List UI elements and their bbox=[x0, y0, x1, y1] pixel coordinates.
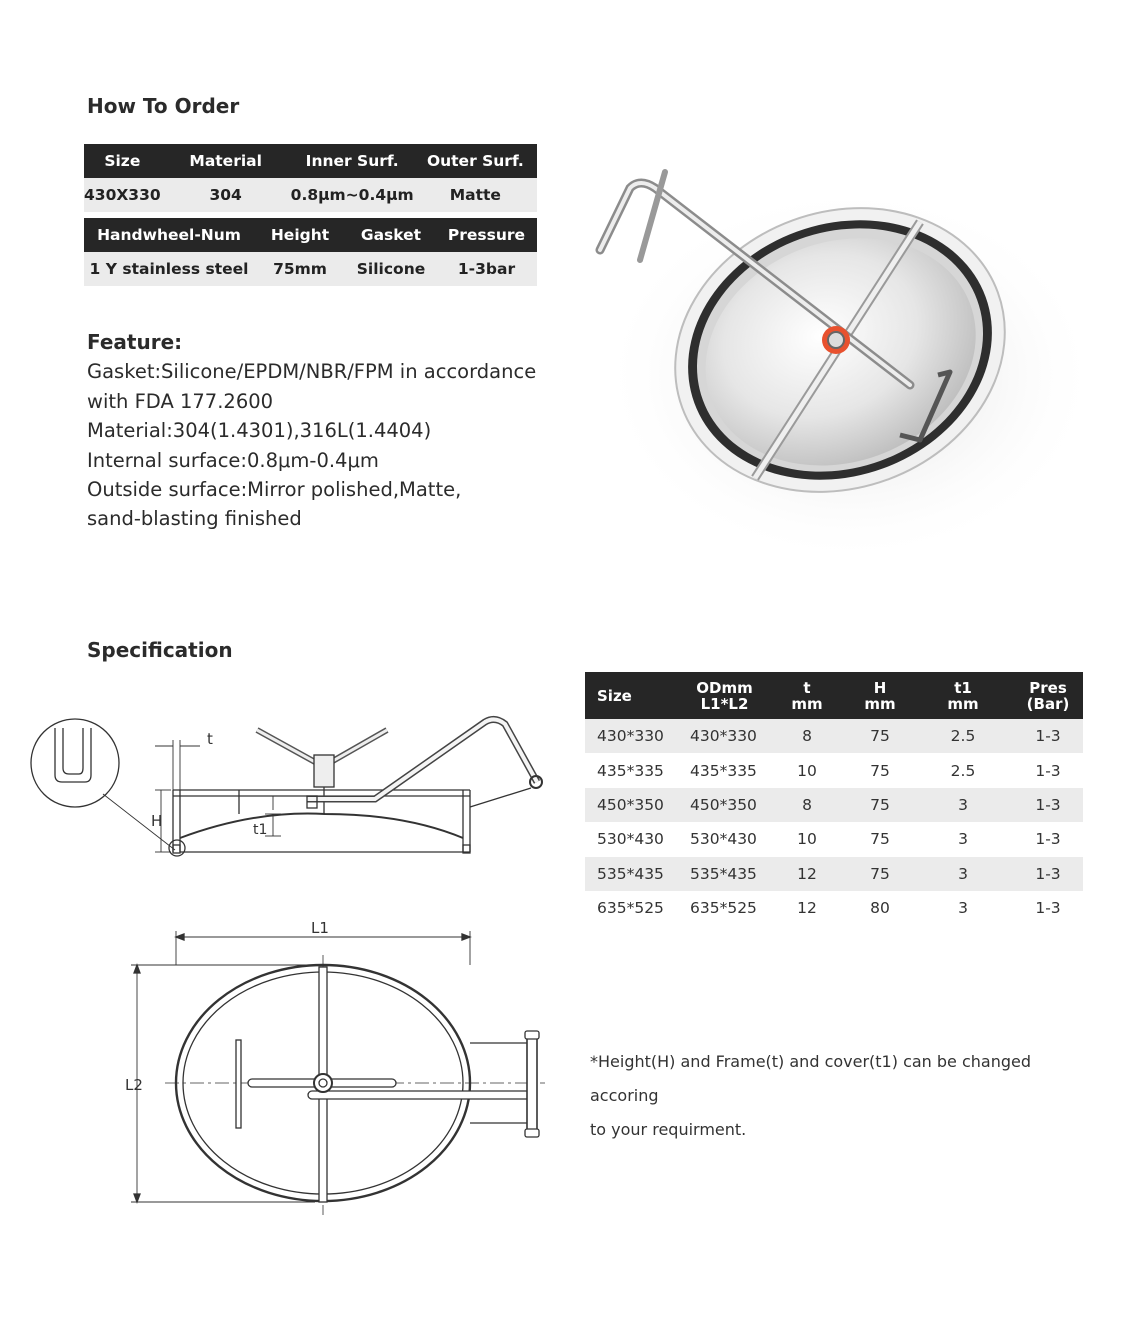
spec-cell: 10 bbox=[797, 761, 817, 780]
order-table-1 bbox=[84, 144, 537, 212]
specification-table bbox=[585, 672, 1083, 925]
order-header-size: Size bbox=[84, 144, 161, 178]
spec-cell: 75 bbox=[847, 857, 913, 891]
detail-circle bbox=[31, 719, 119, 807]
order-header-material: Material bbox=[161, 144, 291, 178]
order-table-2-row bbox=[84, 252, 537, 286]
order-header-pressure: Pressure bbox=[436, 218, 537, 252]
spec-header-row bbox=[585, 672, 1083, 719]
spec-header-label: Size bbox=[597, 686, 632, 705]
order-table-2 bbox=[84, 218, 537, 286]
spec-cell: 3 bbox=[958, 830, 968, 849]
feature-line: Material:304(1.4301),316L(1.4404) bbox=[87, 419, 432, 443]
spec-cell: 12 bbox=[767, 857, 847, 891]
spec-cell: 530*430 bbox=[597, 830, 664, 849]
table-row bbox=[585, 719, 1083, 753]
order-table-2-header bbox=[84, 218, 537, 252]
order-header-outer-surf: Outer Surf. bbox=[414, 144, 537, 178]
spec-header-unit: mm bbox=[791, 694, 823, 713]
specification-heading: Specification bbox=[87, 638, 233, 662]
order-value-gasket: Silicone bbox=[346, 252, 436, 286]
spec-cell: 75 bbox=[870, 830, 890, 849]
spec-cell: 2.5 bbox=[950, 761, 976, 780]
spec-cell: 1-3 bbox=[1035, 761, 1061, 780]
feature-section bbox=[87, 328, 567, 534]
order-value-pressure: 1-3bar bbox=[436, 252, 537, 286]
order-table-1-header bbox=[84, 144, 537, 178]
spec-header-label: H bbox=[873, 678, 887, 697]
spec-header bbox=[682, 672, 767, 719]
side-view-drawing bbox=[25, 710, 555, 875]
spec-cell: 8 bbox=[767, 788, 847, 822]
spec-header-label: ODmm bbox=[696, 678, 753, 697]
spec-cell: 535*435 bbox=[682, 857, 767, 891]
spec-cell: 3 bbox=[913, 788, 1013, 822]
order-value-height: 75mm bbox=[254, 252, 346, 286]
spec-header-unit: (Bar) bbox=[1026, 694, 1070, 713]
spec-cell: 435*335 bbox=[690, 761, 757, 780]
spec-cell: 430*330 bbox=[585, 719, 682, 753]
note-line: to your requirment. bbox=[590, 1120, 747, 1139]
dim-label-l1: L1 bbox=[311, 919, 329, 937]
table-row bbox=[585, 857, 1083, 891]
spec-cell: 3 bbox=[958, 899, 968, 918]
customization-note bbox=[590, 1045, 1090, 1147]
order-header-height: Height bbox=[254, 218, 346, 252]
spec-cell: 1-3 bbox=[1013, 719, 1083, 753]
feature-line: Gasket:Silicone/EPDM/NBR/FPM in accordance bbox=[87, 360, 537, 384]
spec-cell: 635*525 bbox=[597, 899, 664, 918]
spec-cell: 450*350 bbox=[585, 788, 682, 822]
note-line: *Height(H) and Frame(t) and cover(t1) can be changed accoring bbox=[590, 1052, 1032, 1105]
spec-cell: 12 bbox=[797, 899, 817, 918]
spec-header-label: Pres bbox=[1029, 678, 1067, 697]
feature-title: Feature: bbox=[87, 330, 183, 354]
spec-cell: 535*435 bbox=[585, 857, 682, 891]
spec-cell: 635*525 bbox=[690, 899, 757, 918]
order-header-gasket: Gasket bbox=[346, 218, 436, 252]
order-header-handwheel: Handwheel-Num bbox=[84, 218, 254, 252]
spec-cell: 80 bbox=[870, 899, 890, 918]
spec-header bbox=[913, 672, 1013, 719]
spec-cell: 2.5 bbox=[913, 719, 1013, 753]
dim-label-t1: t1 bbox=[253, 822, 268, 838]
spec-cell: 435*335 bbox=[597, 761, 664, 780]
spec-header bbox=[847, 672, 913, 719]
dim-label-t: t bbox=[207, 730, 213, 748]
order-value-handwheel: 1 Y stainless steel bbox=[84, 252, 254, 286]
spec-cell: 75 bbox=[870, 761, 890, 780]
dim-label-h: H bbox=[151, 812, 163, 830]
feature-line: with FDA 177.2600 bbox=[87, 389, 274, 413]
dim-label-l2: L2 bbox=[125, 1076, 143, 1094]
spec-header bbox=[585, 672, 682, 719]
order-value-material: 304 bbox=[161, 178, 291, 212]
spec-cell: 530*430 bbox=[690, 830, 757, 849]
spec-header bbox=[1013, 672, 1083, 719]
feature-line: Outside surface:Mirror polished,Matte, bbox=[87, 478, 462, 502]
spec-cell: 1-3 bbox=[1035, 830, 1061, 849]
spec-cell: 10 bbox=[797, 830, 817, 849]
order-header-inner-surf: Inner Surf. bbox=[291, 144, 414, 178]
order-value-size: 430X330 bbox=[84, 178, 161, 212]
table-row bbox=[585, 788, 1083, 822]
table-row bbox=[585, 822, 1083, 856]
spec-cell: 75 bbox=[847, 719, 913, 753]
spec-cell: 1-3 bbox=[1035, 899, 1061, 918]
spec-cell: 75 bbox=[847, 788, 913, 822]
spec-header-unit: L1*L2 bbox=[700, 694, 749, 713]
spec-cell: 1-3 bbox=[1013, 788, 1083, 822]
manhole-product-image bbox=[570, 160, 1100, 570]
table-row bbox=[585, 753, 1083, 787]
how-to-order-heading: How To Order bbox=[87, 94, 240, 118]
spec-cell: 450*350 bbox=[682, 788, 767, 822]
order-table-1-row bbox=[84, 178, 537, 212]
spec-header-unit: mm bbox=[947, 694, 979, 713]
spec-cell: 430*330 bbox=[682, 719, 767, 753]
spec-header-label: t1 bbox=[954, 678, 972, 697]
table-row bbox=[585, 891, 1083, 925]
top-view-drawing bbox=[115, 915, 555, 1220]
spec-header-unit: mm bbox=[864, 694, 896, 713]
spec-header bbox=[767, 672, 847, 719]
order-value-outer-surf: Matte bbox=[414, 178, 537, 212]
feature-line: sand-blasting finished bbox=[87, 507, 302, 531]
spec-cell: 3 bbox=[913, 857, 1013, 891]
order-value-inner-surf: 0.8μm~0.4μm bbox=[291, 178, 414, 212]
feature-line: Internal surface:0.8μm-0.4μm bbox=[87, 448, 379, 472]
spec-header-label: t bbox=[803, 678, 811, 697]
spec-cell: 8 bbox=[767, 719, 847, 753]
spec-cell: 1-3 bbox=[1013, 857, 1083, 891]
